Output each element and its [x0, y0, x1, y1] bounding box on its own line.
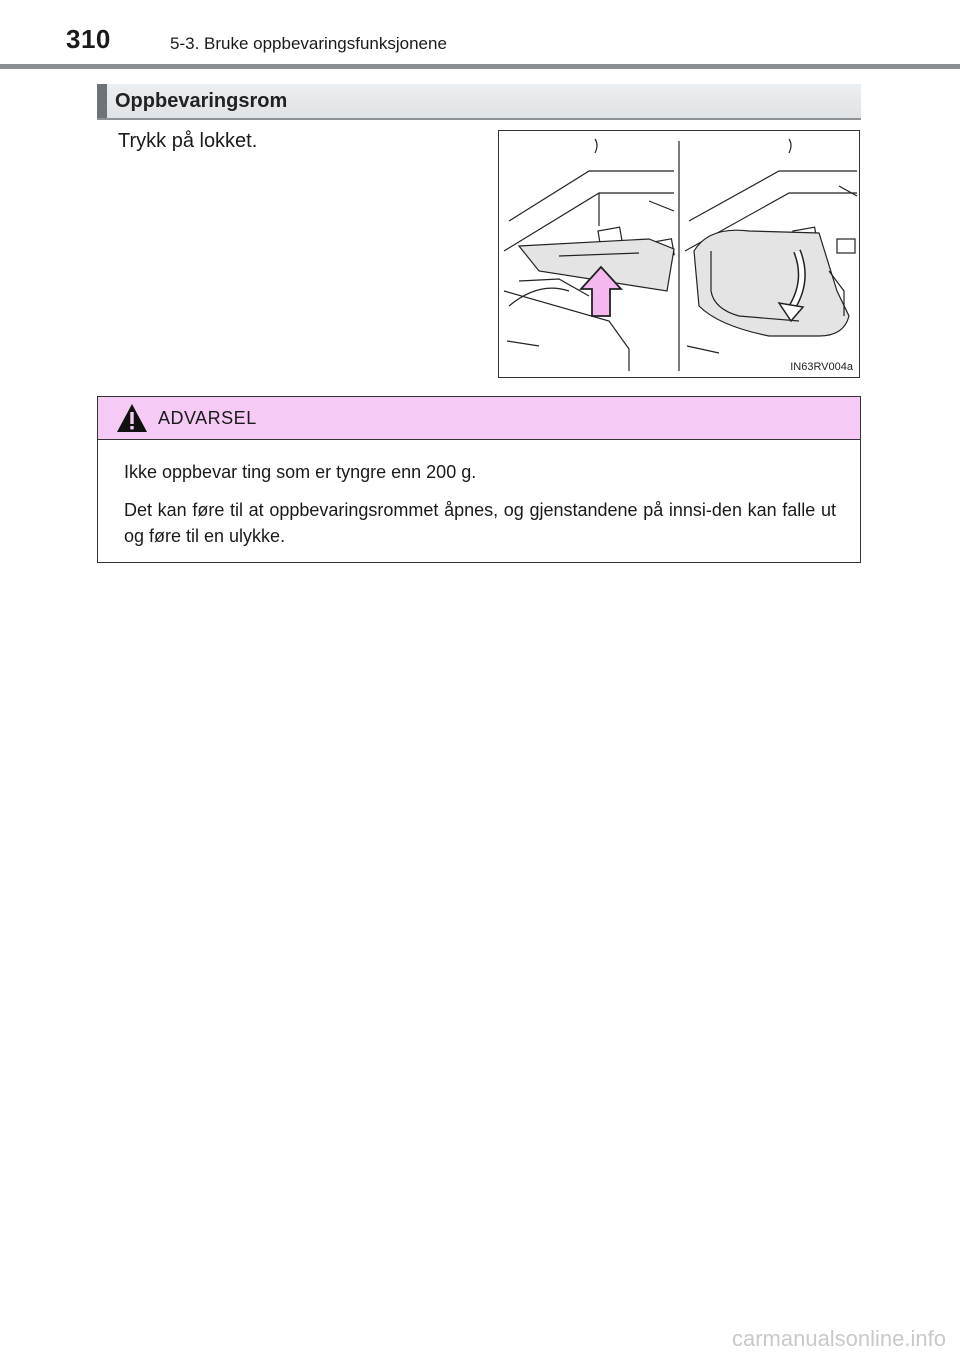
- warning-body: [124, 459, 836, 561]
- header-rule: [0, 64, 960, 69]
- page-number: 310: [66, 24, 111, 54]
- watermark: carmanualsonline.info: [731, 1326, 946, 1351]
- warning-paragraph: Det kan føre til at oppbevaringsrommet åpnes, og gjenstandene på innsi-den kan falle ut og føre til en ulykke.: [124, 500, 836, 546]
- warning-box: [97, 396, 861, 563]
- instruction-text: Trykk på lokket.: [118, 130, 258, 152]
- warning-title: ADVARSEL: [158, 408, 257, 428]
- storage-figure: [498, 130, 860, 378]
- section-accent: [97, 84, 107, 118]
- warning-triangle-icon: [116, 403, 148, 433]
- warning-paragraph: Ikke oppbevar ting som er tyngre enn 200 g.: [124, 462, 477, 482]
- storage-illustration: [499, 131, 859, 377]
- section-heading-bar: [97, 84, 861, 120]
- section-title: Oppbevaringsrom: [115, 90, 288, 112]
- figure-id: IN63RV004a: [790, 361, 853, 373]
- running-header: 5-3. Bruke oppbevaringsfunksjonene: [170, 34, 447, 53]
- warning-header: [98, 397, 860, 440]
